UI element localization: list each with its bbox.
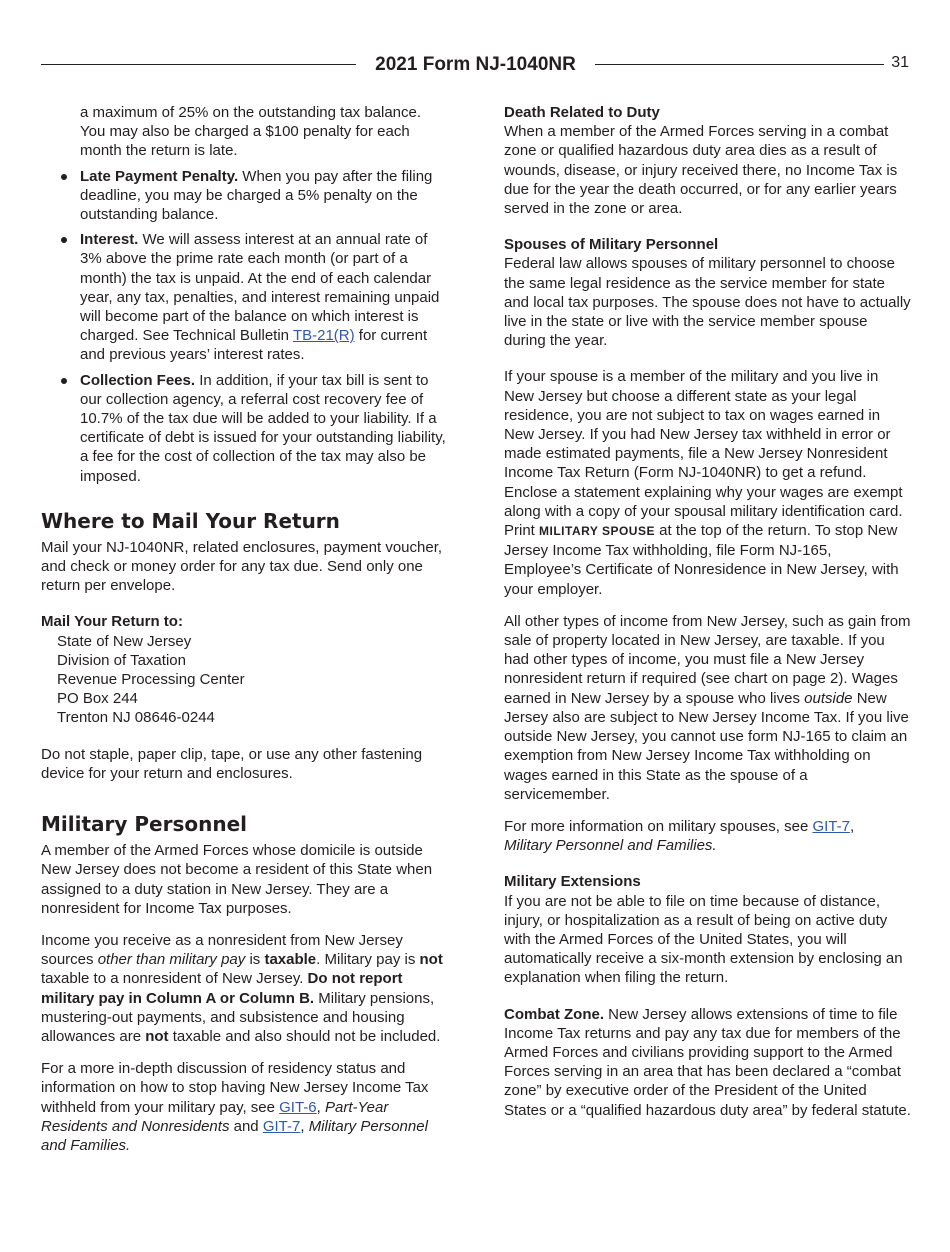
header-rule-right <box>595 64 884 65</box>
combat-term: Combat Zone. <box>504 1005 604 1023</box>
bullet-text: We will assess interest at an annual rate of 3% above the prime rate each month (or part of a month) the tax is unpaid. At the end of each calendar year, any tax, penalties, and interest remaining unpaid will become part of the balance on which interest is charged. See Technical Bulletin <box>80 231 440 345</box>
extensions-heading: Military Extensions <box>504 873 641 891</box>
form-title: 2021 Form NJ-1040NR <box>375 54 576 75</box>
extensions-text: If you are not be able to file on time because of distance, injury, or hospitalization as a result of being on active duty with the Armed Forces of the United States, you will automatically receive a six-month extension by enclosing an explanation when filing the return. <box>504 892 903 987</box>
list-item <box>41 371 449 486</box>
military-heading: Military Personnel <box>41 812 248 837</box>
bullet-text: In addition, if your tax bill is sent to our collection agency, a referral cost recovery fee of 10.7% of the tax due will be added to your liability. If a certificate of debt is issued for your outstanding liability, a fee for the cost of collection of the tax may also be imposed. <box>80 371 446 485</box>
staple-notice: Do not staple, paper clip, tape, or use any other fastening device for your return and enclosures. <box>41 745 423 782</box>
header-rule-left <box>41 64 356 65</box>
mailing-address <box>41 632 449 728</box>
bullet-term: Collection Fees. <box>80 371 196 389</box>
bullet-icon <box>61 237 67 243</box>
git-6-link[interactable]: GIT-6 <box>279 1098 317 1116</box>
bullet-term: Late Payment Penalty. <box>80 167 239 185</box>
left-column <box>41 103 449 1155</box>
bullet-icon <box>61 378 67 384</box>
mail-to-label: Mail Your Return to: <box>41 613 183 631</box>
death-heading: Death Related to Duty <box>504 104 660 121</box>
list-item <box>41 167 449 225</box>
page-number: 31 <box>891 54 909 71</box>
spouses-paragraph-4: For more information on military spouses, see GIT-7, Military Personnel and Families. <box>504 817 855 855</box>
spouses-paragraph-3: All other types of income from New Jersey, such as gain from sale of property located in New Jersey, are taxable. If you had other types of income, you must file a New Jersey nonresident return if required (see chart on page 2). Wages earned in New Jersey by a spouse who lives outside New Jersey also are subject to New Jersey Income Tax. If you live outside New Jersey, you cannot use form NJ-165 to claim an exemption from New Jersey Income Tax withholding on wages earned in this State as the spouse of a servicemember. <box>504 612 911 803</box>
list-item <box>41 230 449 364</box>
mail-text: Mail your NJ-1040NR, related enclosures, payment voucher, and check or money order for any tax due. Send only one return per envelope. <box>41 538 443 595</box>
bullet-text-after: for current and previous years’ interest rates. <box>80 327 428 364</box>
address-line: PO Box 244 <box>57 690 138 708</box>
combat-zone-paragraph <box>504 1005 912 1120</box>
git-7-link[interactable]: GIT-7 <box>262 1117 301 1135</box>
bullet-term: Interest. <box>80 231 139 249</box>
address-line: State of New Jersey <box>57 632 192 650</box>
penalty-list <box>41 167 449 486</box>
right-column <box>504 103 912 1120</box>
spouses-paragraph-2: If your spouse is a member of the military and you live in New Jersey but choose a different state as your legal residence, you are not subject to tax on wages earned in New Jersey. If you had New Jersey tax withheld in error or made estimated payments, file a New Jersey Nonresident Income Tax Return (Form NJ-1040NR) to get a refund. Enclose a statement explaining why your wages are exempt along with a copy of your spousal military identification card. Print MILITARY SPOUSE at the top of the return. To stop New Jersey Income Tax withholding, file Form NJ-165, Employee’s Certificate of Nonresidence in New Jersey, with your employer. <box>504 368 903 598</box>
spouses-paragraph-1: Federal law allows spouses of military personnel to choose the same legal residence as the service member for state and local tax purposes. The spouse does not have to actually live in the state or live with the service member spouse during the year. <box>504 255 911 350</box>
military-paragraph-1: A member of the Armed Forces whose domicile is outside New Jersey does not become a resident of this State when assigned to a duty station in New Jersey. They are a nonresident for Income Tax purposes. <box>41 842 433 917</box>
git-7-link[interactable]: GIT-7 <box>812 817 850 835</box>
address-line: Trenton NJ 08646-0244 <box>57 709 215 727</box>
address-line: Revenue Processing Center <box>57 671 245 689</box>
mail-heading: Where to Mail Your Return <box>41 508 340 533</box>
address-line: Division of Taxation <box>57 651 186 669</box>
penalty-intro: a maximum of 25% on the outstanding tax balance. You may also be charged a $100 penalty for each month the return is late. <box>80 104 422 160</box>
military-paragraph-3: For a more in-depth discussion of residency status and information on how to stop having New Jersey Income Tax withheld from your military pay, see GIT-6, Part-Year Residents and Nonresidents and GIT-7, Military Personnel and Families. <box>41 1060 429 1154</box>
death-text: When a member of the Armed Forces serving in a combat zone or qualified hazardous duty area dies as a result of wounds, disease, or injury received there, no Income Tax is due for the year the death occurred, or for any earlier years served in the zone or area. <box>504 123 898 218</box>
military-paragraph-2: Income you receive as a nonresident from New Jersey sources other than military pay is taxable. Military pay is not taxable to a nonresident of New Jersey. Do not report military pay in Column A or Column B. Military pensions, mustering-out payments, and subsistence and housing allowances are not taxable and also should not be included. <box>41 931 443 1045</box>
bullet-text: When you pay after the filing deadline, you may be charged a 5% penalty on the outstanding balance. <box>80 167 433 224</box>
bullet-icon <box>61 174 67 180</box>
combat-text: New Jersey allows extensions of time to file Income Tax returns and pay any tax due for members of the Armed Forces and civilians providing support to the Armed Forces serving in an area that has been declared a “combat zone” by executive order of the President of the United States or a “qualified hazardous duty area” by federal statute. <box>504 1005 911 1119</box>
page-header <box>41 52 909 78</box>
tb-21r-link[interactable]: TB-21(R) <box>292 327 355 345</box>
spouses-heading: Spouses of Military Personnel <box>504 236 719 254</box>
